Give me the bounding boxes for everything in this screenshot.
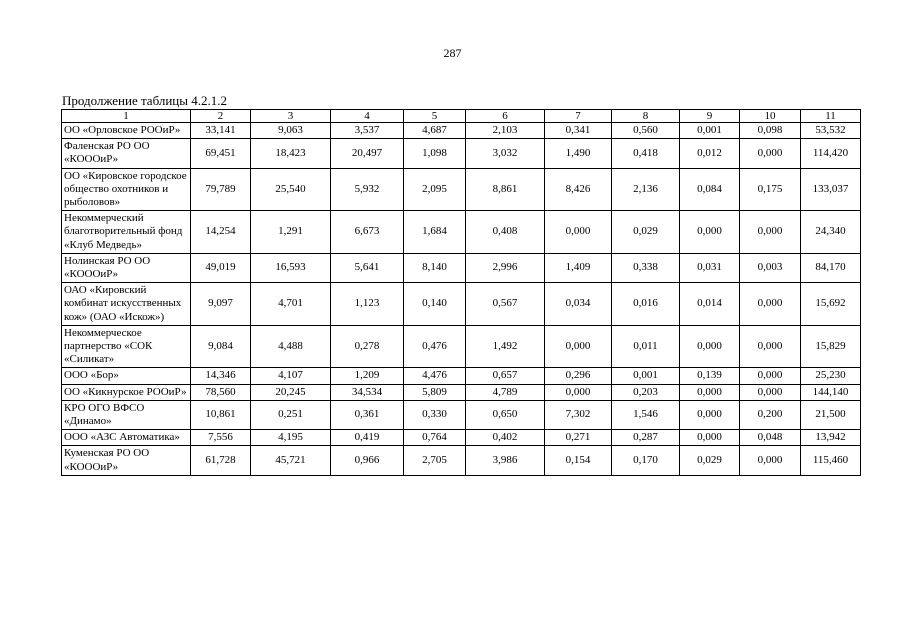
value-cell: 8,426 bbox=[545, 168, 612, 211]
value-cell: 1,490 bbox=[545, 139, 612, 168]
value-cell: 0,029 bbox=[612, 211, 680, 254]
value-cell: 0,001 bbox=[612, 368, 680, 384]
data-table bbox=[61, 109, 861, 476]
column-header: 8 bbox=[612, 110, 680, 123]
value-cell: 0,000 bbox=[680, 211, 740, 254]
column-header: 3 bbox=[251, 110, 331, 123]
organization-name-cell: ОО «Орловское РООиР» bbox=[62, 123, 191, 139]
organization-name-cell: КРО ОГО ВФСО «Динамо» bbox=[62, 400, 191, 429]
value-cell: 0,154 bbox=[545, 446, 612, 475]
value-cell: 144,140 bbox=[801, 384, 861, 400]
value-cell: 0,402 bbox=[466, 430, 545, 446]
column-header: 6 bbox=[466, 110, 545, 123]
value-cell: 0,657 bbox=[466, 368, 545, 384]
value-cell: 2,095 bbox=[404, 168, 466, 211]
value-cell: 0,001 bbox=[680, 123, 740, 139]
table-body bbox=[62, 110, 861, 476]
value-cell: 0,203 bbox=[612, 384, 680, 400]
value-cell: 0,330 bbox=[404, 400, 466, 429]
value-cell: 0,341 bbox=[545, 123, 612, 139]
value-cell: 2,705 bbox=[404, 446, 466, 475]
column-header: 11 bbox=[801, 110, 861, 123]
value-cell: 0,000 bbox=[740, 384, 801, 400]
value-cell: 2,136 bbox=[612, 168, 680, 211]
value-cell: 20,245 bbox=[251, 384, 331, 400]
organization-name-cell: Нолинская РО ОО «КОООиР» bbox=[62, 253, 191, 282]
value-cell: 0,139 bbox=[680, 368, 740, 384]
organization-name-cell: Некоммерческое партнерство «СОК «Силикат» bbox=[62, 325, 191, 368]
value-cell: 0,170 bbox=[612, 446, 680, 475]
value-cell: 0,029 bbox=[680, 446, 740, 475]
value-cell: 0,000 bbox=[545, 325, 612, 368]
value-cell: 61,728 bbox=[191, 446, 251, 475]
value-cell: 6,673 bbox=[331, 211, 404, 254]
value-cell: 0,200 bbox=[740, 400, 801, 429]
value-cell: 4,488 bbox=[251, 325, 331, 368]
value-cell: 0,338 bbox=[612, 253, 680, 282]
value-cell: 7,302 bbox=[545, 400, 612, 429]
column-header: 4 bbox=[331, 110, 404, 123]
column-header: 10 bbox=[740, 110, 801, 123]
value-cell: 84,170 bbox=[801, 253, 861, 282]
value-cell: 0,000 bbox=[740, 446, 801, 475]
value-cell: 0,175 bbox=[740, 168, 801, 211]
organization-name-cell: ОАО «Кировский комбинат искусственных кож» (ОАО «Искож») bbox=[62, 283, 191, 326]
value-cell: 18,423 bbox=[251, 139, 331, 168]
value-cell: 0,296 bbox=[545, 368, 612, 384]
value-cell: 5,809 bbox=[404, 384, 466, 400]
value-cell: 0,011 bbox=[612, 325, 680, 368]
value-cell: 9,097 bbox=[191, 283, 251, 326]
value-cell: 114,420 bbox=[801, 139, 861, 168]
value-cell: 21,500 bbox=[801, 400, 861, 429]
value-cell: 0,251 bbox=[251, 400, 331, 429]
value-cell: 1,492 bbox=[466, 325, 545, 368]
value-cell: 8,140 bbox=[404, 253, 466, 282]
value-cell: 0,000 bbox=[680, 384, 740, 400]
value-cell: 7,556 bbox=[191, 430, 251, 446]
table-row bbox=[62, 211, 861, 254]
value-cell: 0,000 bbox=[545, 384, 612, 400]
value-cell: 3,537 bbox=[331, 123, 404, 139]
column-header: 7 bbox=[545, 110, 612, 123]
organization-name-cell: ОО «Кировское городское общество охотников и рыболовов» bbox=[62, 168, 191, 211]
value-cell: 3,986 bbox=[466, 446, 545, 475]
value-cell: 13,942 bbox=[801, 430, 861, 446]
value-cell: 0,361 bbox=[331, 400, 404, 429]
value-cell: 45,721 bbox=[251, 446, 331, 475]
value-cell: 115,460 bbox=[801, 446, 861, 475]
value-cell: 20,497 bbox=[331, 139, 404, 168]
value-cell: 0,567 bbox=[466, 283, 545, 326]
value-cell: 133,037 bbox=[801, 168, 861, 211]
value-cell: 0,650 bbox=[466, 400, 545, 429]
value-cell: 0,966 bbox=[331, 446, 404, 475]
value-cell: 1,209 bbox=[331, 368, 404, 384]
value-cell: 10,861 bbox=[191, 400, 251, 429]
table-row bbox=[62, 430, 861, 446]
value-cell: 0,278 bbox=[331, 325, 404, 368]
value-cell: 5,641 bbox=[331, 253, 404, 282]
table-row bbox=[62, 139, 861, 168]
value-cell: 0,764 bbox=[404, 430, 466, 446]
table-row bbox=[62, 384, 861, 400]
value-cell: 0,048 bbox=[740, 430, 801, 446]
value-cell: 15,829 bbox=[801, 325, 861, 368]
value-cell: 1,123 bbox=[331, 283, 404, 326]
value-cell: 0,031 bbox=[680, 253, 740, 282]
column-header: 9 bbox=[680, 110, 740, 123]
table-row bbox=[62, 325, 861, 368]
organization-name-cell: ООО «АЗС Автоматика» bbox=[62, 430, 191, 446]
value-cell: 0,000 bbox=[680, 325, 740, 368]
value-cell: 53,532 bbox=[801, 123, 861, 139]
value-cell: 0,140 bbox=[404, 283, 466, 326]
value-cell: 2,103 bbox=[466, 123, 545, 139]
value-cell: 0,000 bbox=[740, 325, 801, 368]
value-cell: 4,789 bbox=[466, 384, 545, 400]
organization-name-cell: ОО «Кикнурское РООиР» bbox=[62, 384, 191, 400]
table-row bbox=[62, 446, 861, 475]
value-cell: 0,476 bbox=[404, 325, 466, 368]
value-cell: 0,000 bbox=[680, 400, 740, 429]
column-header: 2 bbox=[191, 110, 251, 123]
value-cell: 2,996 bbox=[466, 253, 545, 282]
value-cell: 0,012 bbox=[680, 139, 740, 168]
organization-name-cell: Фаленская РО ОО «КОООиР» bbox=[62, 139, 191, 168]
value-cell: 0,003 bbox=[740, 253, 801, 282]
value-cell: 1,546 bbox=[612, 400, 680, 429]
table-row bbox=[62, 400, 861, 429]
value-cell: 0,287 bbox=[612, 430, 680, 446]
value-cell: 0,408 bbox=[466, 211, 545, 254]
column-header: 1 bbox=[62, 110, 191, 123]
value-cell: 4,701 bbox=[251, 283, 331, 326]
value-cell: 5,932 bbox=[331, 168, 404, 211]
organization-name-cell: Некоммерческий благотворительный фонд «Клуб Медведь» bbox=[62, 211, 191, 254]
value-cell: 79,789 bbox=[191, 168, 251, 211]
value-cell: 1,684 bbox=[404, 211, 466, 254]
table-row bbox=[62, 123, 861, 139]
value-cell: 25,230 bbox=[801, 368, 861, 384]
value-cell: 49,019 bbox=[191, 253, 251, 282]
value-cell: 0,000 bbox=[680, 430, 740, 446]
value-cell: 9,084 bbox=[191, 325, 251, 368]
value-cell: 1,409 bbox=[545, 253, 612, 282]
value-cell: 33,141 bbox=[191, 123, 251, 139]
page-number: 287 bbox=[443, 46, 462, 60]
value-cell: 15,692 bbox=[801, 283, 861, 326]
table-row bbox=[62, 253, 861, 282]
value-cell: 78,560 bbox=[191, 384, 251, 400]
column-header-row bbox=[62, 110, 861, 123]
value-cell: 14,346 bbox=[191, 368, 251, 384]
value-cell: 0,016 bbox=[612, 283, 680, 326]
value-cell: 0,271 bbox=[545, 430, 612, 446]
value-cell: 9,063 bbox=[251, 123, 331, 139]
value-cell: 0,000 bbox=[740, 211, 801, 254]
value-cell: 0,418 bbox=[612, 139, 680, 168]
value-cell: 0,419 bbox=[331, 430, 404, 446]
value-cell: 1,098 bbox=[404, 139, 466, 168]
value-cell: 0,000 bbox=[545, 211, 612, 254]
table-row bbox=[62, 168, 861, 211]
value-cell: 24,340 bbox=[801, 211, 861, 254]
value-cell: 16,593 bbox=[251, 253, 331, 282]
value-cell: 0,098 bbox=[740, 123, 801, 139]
value-cell: 4,687 bbox=[404, 123, 466, 139]
value-cell: 0,560 bbox=[612, 123, 680, 139]
value-cell: 4,195 bbox=[251, 430, 331, 446]
value-cell: 8,861 bbox=[466, 168, 545, 211]
table-row bbox=[62, 368, 861, 384]
value-cell: 14,254 bbox=[191, 211, 251, 254]
column-header: 5 bbox=[404, 110, 466, 123]
value-cell: 69,451 bbox=[191, 139, 251, 168]
value-cell: 0,000 bbox=[740, 283, 801, 326]
value-cell: 4,107 bbox=[251, 368, 331, 384]
value-cell: 0,084 bbox=[680, 168, 740, 211]
value-cell: 25,540 bbox=[251, 168, 331, 211]
table-caption: Продолжение таблицы 4.2.1.2 bbox=[62, 93, 227, 108]
value-cell: 1,291 bbox=[251, 211, 331, 254]
value-cell: 3,032 bbox=[466, 139, 545, 168]
organization-name-cell: Куменская РО ОО «КОООиР» bbox=[62, 446, 191, 475]
table-row bbox=[62, 283, 861, 326]
organization-name-cell: ООО «Бор» bbox=[62, 368, 191, 384]
value-cell: 0,000 bbox=[740, 368, 801, 384]
value-cell: 34,534 bbox=[331, 384, 404, 400]
value-cell: 0,014 bbox=[680, 283, 740, 326]
value-cell: 0,034 bbox=[545, 283, 612, 326]
value-cell: 0,000 bbox=[740, 139, 801, 168]
value-cell: 4,476 bbox=[404, 368, 466, 384]
